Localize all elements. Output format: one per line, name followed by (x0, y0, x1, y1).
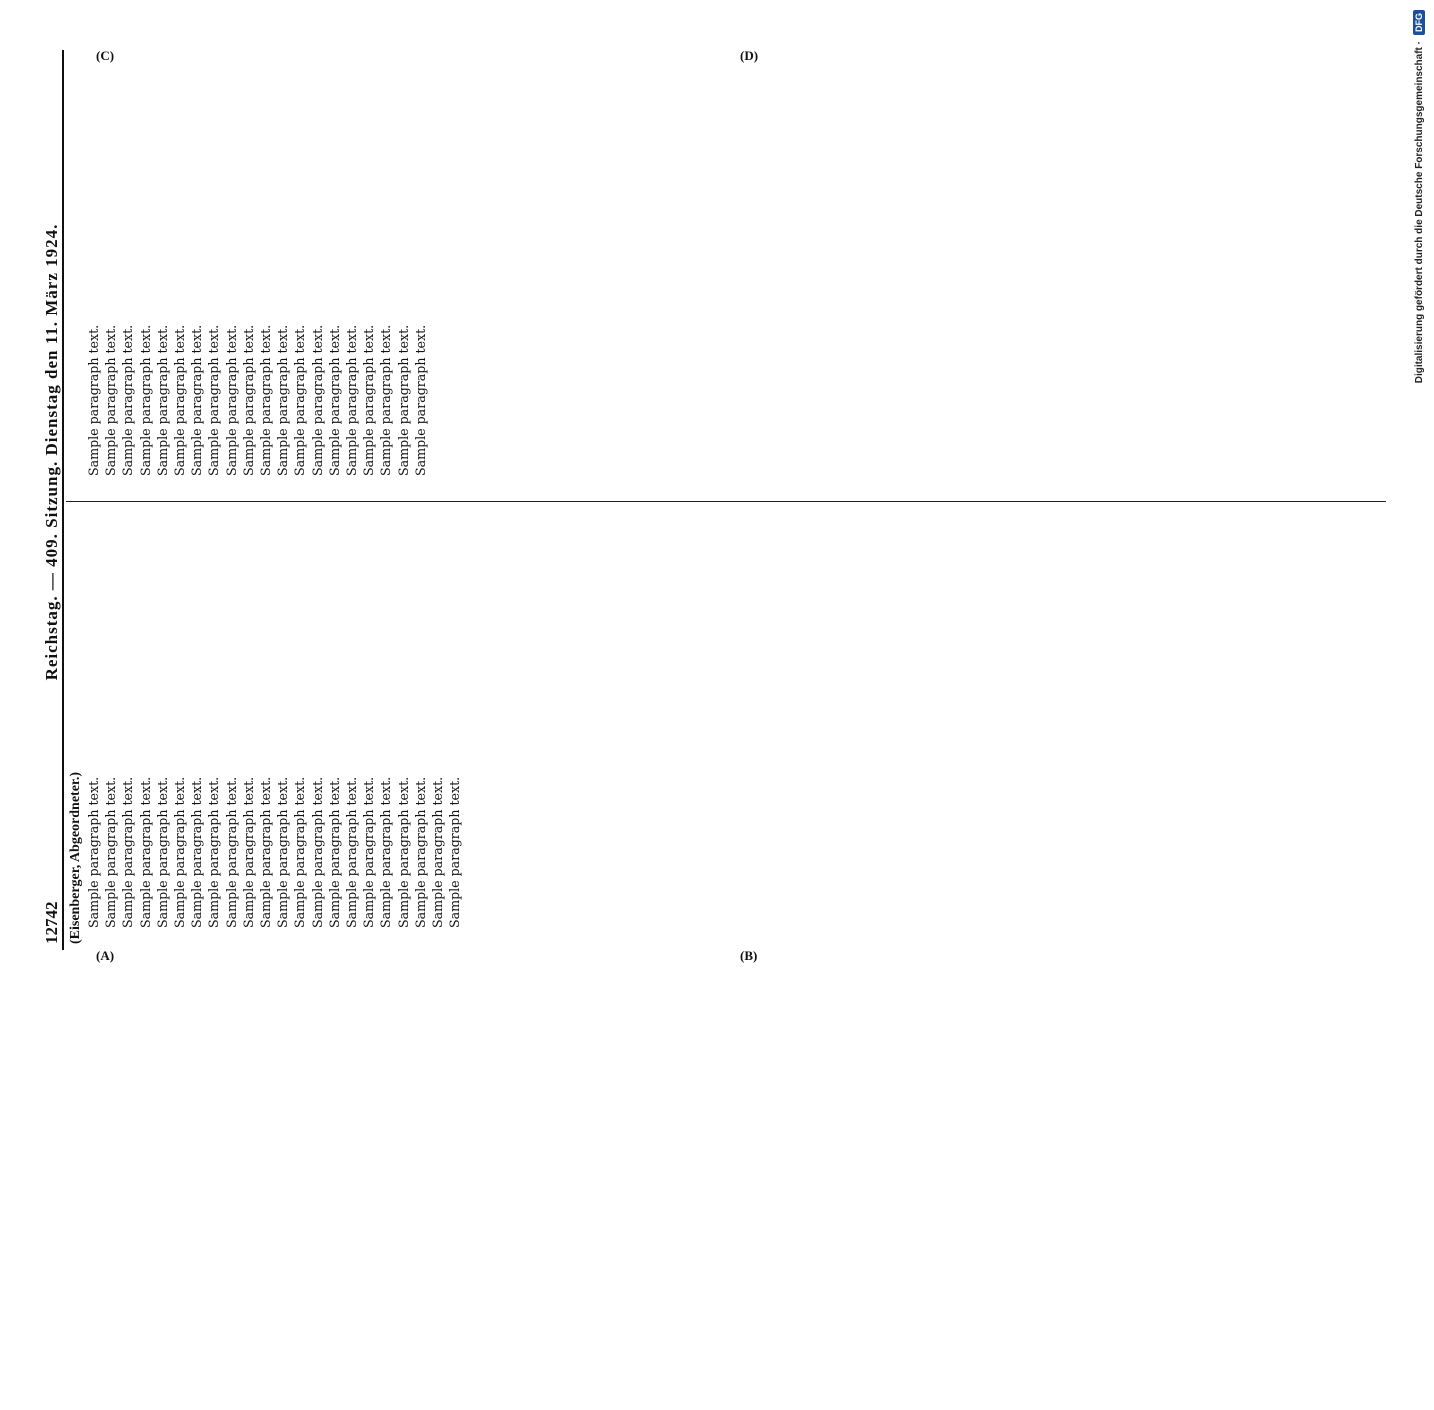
paragraph: Sample paragraph text. (395, 776, 411, 928)
paragraph: Sample paragraph text. (361, 324, 377, 476)
paragraph: Sample paragraph text. (103, 324, 119, 476)
page-number: 12742 (42, 901, 61, 944)
paragraph: Sample paragraph text. (154, 324, 170, 476)
margin-marker-d: (D) (740, 48, 759, 63)
paragraph: Sample paragraph text. (258, 776, 274, 928)
paragraph: Sample paragraph text. (223, 776, 239, 928)
paragraph: Sample paragraph text. (206, 776, 222, 928)
credit-text: Digitalisierung gefördert durch die Deutsche Forschungsgemeinschaft · (1413, 41, 1425, 384)
paragraph: Sample paragraph text. (412, 324, 428, 476)
paragraph: Sample paragraph text. (378, 324, 394, 476)
paragraph: Sample paragraph text. (412, 776, 428, 928)
scanned-page (40, 50, 940, 1410)
speaker-line: (Eisenberger, Abgeordneter.) (68, 772, 83, 944)
paragraph: Sample paragraph text. (172, 324, 188, 476)
paragraph: Sample paragraph text. (223, 324, 239, 476)
paragraph: Sample paragraph text. (137, 776, 153, 928)
paragraph: Sample paragraph text. (86, 776, 101, 928)
paragraph: Sample paragraph text. (206, 324, 222, 476)
paragraph: Sample paragraph text. (447, 776, 463, 928)
paragraph: Sample paragraph text. (292, 776, 308, 928)
paragraph: Sample paragraph text. (189, 776, 205, 928)
paragraph: Sample paragraph text. (309, 776, 325, 928)
paragraph: Sample paragraph text. (137, 324, 153, 476)
paragraph: Sample paragraph text. (344, 776, 360, 928)
paragraph: Sample paragraph text. (240, 776, 256, 928)
paragraph: Sample paragraph text. (326, 324, 342, 476)
paragraph: Sample paragraph text. (378, 776, 394, 928)
right-column (86, 60, 1386, 490)
paragraph: Sample paragraph text. (395, 324, 411, 476)
paragraph: Sample paragraph text. (275, 324, 291, 476)
paragraph: Sample paragraph text. (189, 324, 205, 476)
paragraph: Sample paragraph text. (154, 776, 170, 928)
paragraph: Sample paragraph text. (430, 776, 446, 928)
paragraph: Sample paragraph text. (326, 776, 342, 928)
paragraph: Sample paragraph text. (292, 324, 308, 476)
paragraph: Sample paragraph text. (344, 324, 360, 476)
paragraph: Sample paragraph text. (103, 776, 119, 928)
page-title: Reichstag. — 409. Sitzung. Dienstag den 11. März 1924. (42, 223, 61, 681)
paragraph: Sample paragraph text. (275, 776, 291, 928)
rotated-page-content (40, 50, 1400, 950)
paragraph: Sample paragraph text. (86, 324, 101, 476)
page-header (40, 50, 64, 950)
column-divider (66, 501, 1386, 502)
margin-marker-a: (A) (96, 948, 115, 963)
paragraph: Sample paragraph text. (240, 324, 256, 476)
left-column (86, 512, 1386, 942)
digitization-credit (1410, 10, 1428, 990)
dfg-logo: DFG (1413, 10, 1425, 35)
margin-marker-b: (B) (740, 948, 758, 963)
paragraph: Sample paragraph text. (309, 324, 325, 476)
paragraph: Sample paragraph text. (120, 776, 136, 928)
paragraph: Sample paragraph text. (120, 324, 136, 476)
page-sheet (40, 50, 1400, 950)
paragraph: Sample paragraph text. (361, 776, 377, 928)
paragraph: Sample paragraph text. (172, 776, 188, 928)
margin-marker-c: (C) (96, 48, 115, 63)
paragraph: Sample paragraph text. (258, 324, 274, 476)
